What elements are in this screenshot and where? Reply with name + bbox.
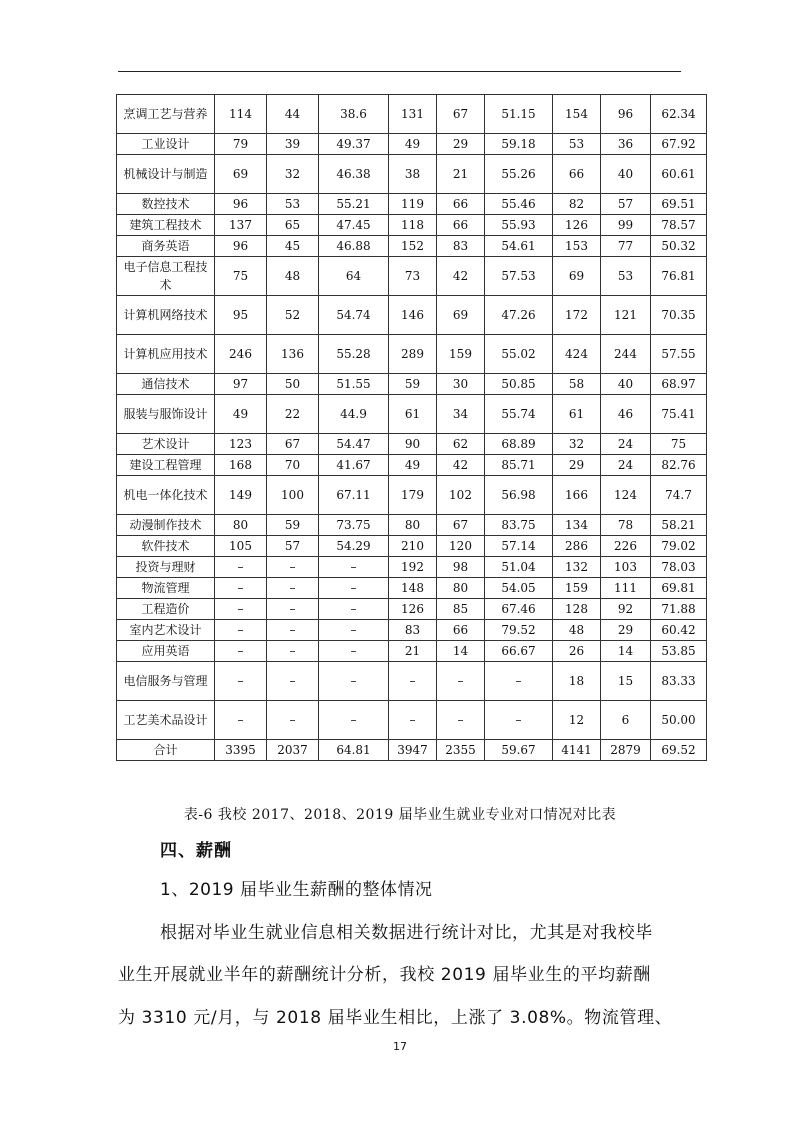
value-cell: 67 (437, 515, 485, 536)
value-cell: 69 (437, 296, 485, 335)
value-cell: 55.26 (485, 155, 553, 194)
table-row (117, 536, 707, 557)
table-row (117, 557, 707, 578)
value-cell: 64.81 (319, 740, 389, 761)
value-cell: 95 (215, 296, 267, 335)
value-cell: 77 (601, 236, 651, 257)
value-cell: – (267, 557, 319, 578)
value-cell: 123 (215, 434, 267, 455)
value-cell: – (319, 662, 389, 701)
value-cell: 30 (437, 374, 485, 395)
value-cell: 64 (319, 257, 389, 296)
value-cell: 45 (267, 236, 319, 257)
value-cell: 44 (267, 95, 319, 134)
value-cell: 12 (553, 701, 601, 740)
value-cell: 137 (215, 215, 267, 236)
value-cell: 51.04 (485, 557, 553, 578)
value-cell: 47.26 (485, 296, 553, 335)
value-cell: 75.41 (651, 395, 707, 434)
value-cell: 149 (215, 476, 267, 515)
value-cell: 69 (553, 257, 601, 296)
value-cell: – (389, 662, 437, 701)
table-row (117, 515, 707, 536)
value-cell: 59 (267, 515, 319, 536)
value-cell: 42 (437, 257, 485, 296)
value-cell: 38 (389, 155, 437, 194)
value-cell: 56.98 (485, 476, 553, 515)
major-name-cell: 计算机网络技术 (117, 296, 215, 335)
value-cell: 83.33 (651, 662, 707, 701)
value-cell: 60.42 (651, 620, 707, 641)
value-cell: 153 (553, 236, 601, 257)
major-name-cell: 电信服务与管理 (117, 662, 215, 701)
value-cell: – (319, 578, 389, 599)
major-name-cell: 软件技术 (117, 536, 215, 557)
value-cell: 76.81 (651, 257, 707, 296)
value-cell: 50.00 (651, 701, 707, 740)
value-cell: – (319, 599, 389, 620)
table-row (117, 374, 707, 395)
value-cell: 71.88 (651, 599, 707, 620)
value-cell: – (267, 578, 319, 599)
table-caption: 表-6 我校 2017、2018、2019 届毕业生就业专业对口情况对比表 (183, 807, 617, 823)
value-cell: 120 (437, 536, 485, 557)
table-row (117, 134, 707, 155)
value-cell: 48 (267, 257, 319, 296)
value-cell: 70 (267, 455, 319, 476)
value-cell: 136 (267, 335, 319, 374)
value-cell: 146 (389, 296, 437, 335)
value-cell: – (319, 641, 389, 662)
value-cell: 42 (437, 455, 485, 476)
value-cell: 246 (215, 335, 267, 374)
value-cell: 51.15 (485, 95, 553, 134)
value-cell: 57 (267, 536, 319, 557)
value-cell: 55.28 (319, 335, 389, 374)
value-cell: 57.14 (485, 536, 553, 557)
value-cell: 67 (267, 434, 319, 455)
table-row (117, 599, 707, 620)
table-row (117, 296, 707, 335)
value-cell: 148 (389, 578, 437, 599)
value-cell: 289 (389, 335, 437, 374)
major-name-cell: 商务英语 (117, 236, 215, 257)
value-cell: – (267, 662, 319, 701)
value-cell: 2879 (601, 740, 651, 761)
major-name-cell: 计算机应用技术 (117, 335, 215, 374)
major-name-cell: 建设工程管理 (117, 455, 215, 476)
table-row (117, 395, 707, 434)
value-cell: 54.47 (319, 434, 389, 455)
value-cell: 40 (601, 155, 651, 194)
value-cell: 3395 (215, 740, 267, 761)
value-cell: 85.71 (485, 455, 553, 476)
value-cell: 68.97 (651, 374, 707, 395)
value-cell: – (215, 620, 267, 641)
value-cell: 85 (437, 599, 485, 620)
major-name-cell: 合计 (117, 740, 215, 761)
value-cell: 75 (651, 434, 707, 455)
major-name-cell: 室内艺术设计 (117, 620, 215, 641)
value-cell: – (215, 701, 267, 740)
value-cell: 126 (389, 599, 437, 620)
value-cell: 124 (601, 476, 651, 515)
value-cell: 78 (601, 515, 651, 536)
value-cell: 57 (601, 194, 651, 215)
value-cell: 152 (389, 236, 437, 257)
value-cell: 99 (601, 215, 651, 236)
table-row (117, 434, 707, 455)
value-cell: 69 (215, 155, 267, 194)
value-cell: 70.35 (651, 296, 707, 335)
value-cell: – (267, 641, 319, 662)
value-cell: 32 (267, 155, 319, 194)
value-cell: 80 (389, 515, 437, 536)
table-row (117, 620, 707, 641)
value-cell: 59 (389, 374, 437, 395)
value-cell: 49 (389, 455, 437, 476)
value-cell: 69.81 (651, 578, 707, 599)
table-row (117, 95, 707, 134)
value-cell: 67 (437, 95, 485, 134)
major-name-cell: 数控技术 (117, 194, 215, 215)
value-cell: 131 (389, 95, 437, 134)
value-cell: 66 (437, 215, 485, 236)
value-cell: 65 (267, 215, 319, 236)
value-cell: 55.46 (485, 194, 553, 215)
value-cell: 53 (553, 134, 601, 155)
value-cell: 24 (601, 434, 651, 455)
value-cell: 83 (389, 620, 437, 641)
value-cell: 172 (553, 296, 601, 335)
value-cell: 114 (215, 95, 267, 134)
value-cell: 2037 (267, 740, 319, 761)
value-cell: – (215, 662, 267, 701)
value-cell: 66 (437, 620, 485, 641)
value-cell: 118 (389, 215, 437, 236)
value-cell: 121 (601, 296, 651, 335)
value-cell: 96 (601, 95, 651, 134)
table-body (117, 95, 707, 761)
major-name-cell: 建筑工程技术 (117, 215, 215, 236)
value-cell: 54.29 (319, 536, 389, 557)
value-cell: 2355 (437, 740, 485, 761)
major-name-cell: 动漫制作技术 (117, 515, 215, 536)
value-cell: 58 (553, 374, 601, 395)
value-cell: 4141 (553, 740, 601, 761)
value-cell: 286 (553, 536, 601, 557)
value-cell: 3947 (389, 740, 437, 761)
major-name-cell: 艺术设计 (117, 434, 215, 455)
value-cell: 105 (215, 536, 267, 557)
value-cell: 44.9 (319, 395, 389, 434)
value-cell: 36 (601, 134, 651, 155)
value-cell: 62.34 (651, 95, 707, 134)
value-cell: 78.03 (651, 557, 707, 578)
value-cell: 41.67 (319, 455, 389, 476)
paragraph-line-3: 为 3310 元/月，与 2018 届毕业生相比，上涨了 3.08%。物流管理、 (118, 1008, 673, 1028)
value-cell: – (215, 599, 267, 620)
major-name-cell: 工业设计 (117, 134, 215, 155)
major-name-cell: 服装与服饰设计 (117, 395, 215, 434)
value-cell: 69.51 (651, 194, 707, 215)
value-cell: 24 (601, 455, 651, 476)
major-name-cell: 电子信息工程技术 (117, 257, 215, 296)
value-cell: 50.32 (651, 236, 707, 257)
value-cell: 46.38 (319, 155, 389, 194)
value-cell: 68.89 (485, 434, 553, 455)
value-cell: 51.55 (319, 374, 389, 395)
value-cell: 49.37 (319, 134, 389, 155)
value-cell: – (267, 620, 319, 641)
value-cell: 66 (437, 194, 485, 215)
value-cell: – (319, 557, 389, 578)
major-name-cell: 工艺美术品设计 (117, 701, 215, 740)
value-cell: 126 (553, 215, 601, 236)
major-name-cell: 机械设计与制造 (117, 155, 215, 194)
sub-heading: 1、2019 届毕业生薪酬的整体情况 (160, 880, 433, 900)
value-cell: 55.02 (485, 335, 553, 374)
value-cell: 244 (601, 335, 651, 374)
value-cell: 14 (601, 641, 651, 662)
value-cell: 159 (437, 335, 485, 374)
value-cell: 55.93 (485, 215, 553, 236)
section-heading: 四、薪酬 (160, 841, 232, 861)
value-cell: 111 (601, 578, 651, 599)
value-cell: 50 (267, 374, 319, 395)
value-cell: 6 (601, 701, 651, 740)
value-cell: 40 (601, 374, 651, 395)
value-cell: 134 (553, 515, 601, 536)
table-row (117, 641, 707, 662)
value-cell: 54.61 (485, 236, 553, 257)
value-cell: 34 (437, 395, 485, 434)
value-cell: 49 (389, 134, 437, 155)
table-row (117, 740, 707, 761)
header-rule (118, 71, 681, 72)
value-cell: 154 (553, 95, 601, 134)
value-cell: 47.45 (319, 215, 389, 236)
value-cell: 15 (601, 662, 651, 701)
value-cell: 39 (267, 134, 319, 155)
value-cell: 96 (215, 236, 267, 257)
value-cell: 61 (553, 395, 601, 434)
major-name-cell: 通信技术 (117, 374, 215, 395)
value-cell: 79.52 (485, 620, 553, 641)
value-cell: – (215, 578, 267, 599)
paragraph-line-2: 业生开展就业半年的薪酬统计分析，我校 2019 届毕业生的平均薪酬 (118, 965, 651, 985)
value-cell: 80 (437, 578, 485, 599)
table-row (117, 662, 707, 701)
value-cell: 69.52 (651, 740, 707, 761)
table-row (117, 236, 707, 257)
value-cell: 100 (267, 476, 319, 515)
value-cell: 226 (601, 536, 651, 557)
value-cell: 83 (437, 236, 485, 257)
value-cell: 92 (601, 599, 651, 620)
table-row (117, 194, 707, 215)
value-cell: 21 (437, 155, 485, 194)
table-row (117, 215, 707, 236)
value-cell: 66 (553, 155, 601, 194)
value-cell: 29 (437, 134, 485, 155)
value-cell: 38.6 (319, 95, 389, 134)
table-row (117, 155, 707, 194)
value-cell: – (437, 662, 485, 701)
value-cell: 50.85 (485, 374, 553, 395)
value-cell: 58.21 (651, 515, 707, 536)
value-cell: 78.57 (651, 215, 707, 236)
value-cell: 168 (215, 455, 267, 476)
value-cell: 62 (437, 434, 485, 455)
major-name-cell: 烹调工艺与营养 (117, 95, 215, 134)
value-cell: 29 (553, 455, 601, 476)
value-cell: 103 (601, 557, 651, 578)
value-cell: 132 (553, 557, 601, 578)
value-cell: 67.46 (485, 599, 553, 620)
value-cell: 59.67 (485, 740, 553, 761)
value-cell: 52 (267, 296, 319, 335)
value-cell: 46 (601, 395, 651, 434)
value-cell: 54.05 (485, 578, 553, 599)
value-cell: 54.74 (319, 296, 389, 335)
major-comparison-table (116, 94, 707, 761)
value-cell: 57.55 (651, 335, 707, 374)
value-cell: – (319, 620, 389, 641)
value-cell: 424 (553, 335, 601, 374)
value-cell: 166 (553, 476, 601, 515)
major-name-cell: 物流管理 (117, 578, 215, 599)
value-cell: 102 (437, 476, 485, 515)
value-cell: 96 (215, 194, 267, 215)
value-cell: 57.53 (485, 257, 553, 296)
value-cell: 49 (215, 395, 267, 434)
value-cell: – (215, 557, 267, 578)
value-cell: 192 (389, 557, 437, 578)
major-name-cell: 工程造价 (117, 599, 215, 620)
value-cell: 73.75 (319, 515, 389, 536)
value-cell: 21 (389, 641, 437, 662)
value-cell: 67.92 (651, 134, 707, 155)
value-cell: 82.76 (651, 455, 707, 476)
value-cell: 159 (553, 578, 601, 599)
page-number: 17 (393, 1040, 407, 1053)
paragraph-line-1: 根据对毕业生就业信息相关数据进行统计对比，尤其是对我校毕 (160, 923, 653, 943)
value-cell: 66.67 (485, 641, 553, 662)
value-cell: 83.75 (485, 515, 553, 536)
value-cell: 90 (389, 434, 437, 455)
value-cell: – (267, 599, 319, 620)
value-cell: 53 (601, 257, 651, 296)
value-cell: – (215, 641, 267, 662)
value-cell: – (319, 701, 389, 740)
table-row (117, 257, 707, 296)
major-name-cell: 应用英语 (117, 641, 215, 662)
value-cell: 73 (389, 257, 437, 296)
value-cell: – (437, 701, 485, 740)
value-cell: – (485, 701, 553, 740)
value-cell: 179 (389, 476, 437, 515)
value-cell: 128 (553, 599, 601, 620)
value-cell: 53 (267, 194, 319, 215)
value-cell: 79.02 (651, 536, 707, 557)
table-row (117, 455, 707, 476)
value-cell: 79 (215, 134, 267, 155)
value-cell: 18 (553, 662, 601, 701)
table-row (117, 701, 707, 740)
value-cell: 26 (553, 641, 601, 662)
value-cell: 14 (437, 641, 485, 662)
value-cell: 119 (389, 194, 437, 215)
value-cell: 32 (553, 434, 601, 455)
value-cell: 60.61 (651, 155, 707, 194)
value-cell: 29 (601, 620, 651, 641)
value-cell: 61 (389, 395, 437, 434)
value-cell: 59.18 (485, 134, 553, 155)
value-cell: – (485, 662, 553, 701)
value-cell: 53.85 (651, 641, 707, 662)
value-cell: 67.11 (319, 476, 389, 515)
table-row (117, 578, 707, 599)
table-row (117, 476, 707, 515)
value-cell: – (267, 701, 319, 740)
value-cell: 97 (215, 374, 267, 395)
table-row (117, 335, 707, 374)
value-cell: 75 (215, 257, 267, 296)
value-cell: 55.21 (319, 194, 389, 215)
value-cell: 46.88 (319, 236, 389, 257)
major-name-cell: 投资与理财 (117, 557, 215, 578)
value-cell: – (389, 701, 437, 740)
value-cell: 210 (389, 536, 437, 557)
value-cell: 74.7 (651, 476, 707, 515)
value-cell: 80 (215, 515, 267, 536)
value-cell: 55.74 (485, 395, 553, 434)
value-cell: 82 (553, 194, 601, 215)
value-cell: 22 (267, 395, 319, 434)
value-cell: 48 (553, 620, 601, 641)
major-name-cell: 机电一体化技术 (117, 476, 215, 515)
value-cell: 98 (437, 557, 485, 578)
